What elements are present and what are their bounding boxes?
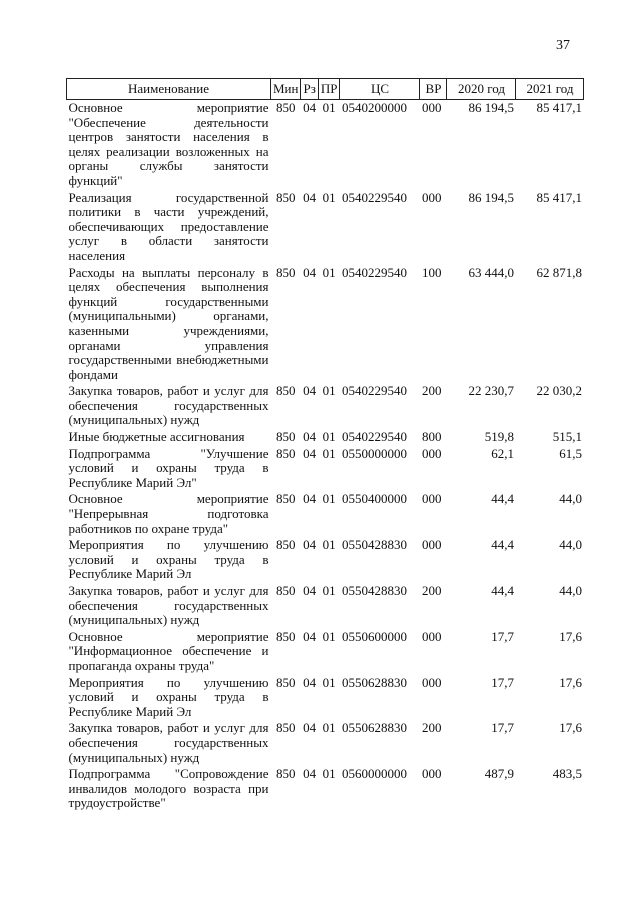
cell-pr: 01: [322, 429, 336, 445]
cell-y2020: 44,4: [491, 583, 514, 598]
header-rz: Рз: [301, 79, 318, 100]
cell-pr: 01: [322, 537, 336, 553]
cell-pr: 01: [322, 583, 336, 598]
cell-min: 850: [275, 100, 296, 115]
cell-name: Иные бюджетные ассигнования: [68, 429, 245, 445]
cell-rz: 04: [303, 189, 317, 205]
cell-y2020: 86 194,5: [468, 100, 514, 115]
cell-y2021: 44,0: [559, 491, 582, 507]
table-row: [67, 629, 584, 675]
cell-y2020: 487,9: [484, 766, 514, 782]
table-row: [67, 583, 584, 629]
cell-rz: 04: [303, 583, 317, 598]
cell-y2021: 17,6: [559, 674, 582, 690]
cell-rz: 04: [303, 491, 317, 507]
cell-cs: 0550628830: [341, 674, 407, 690]
cell-y2021: 44,0: [559, 537, 582, 553]
cell-pr: 01: [322, 264, 336, 280]
table-row: [67, 446, 584, 492]
cell-y2020: 22 230,7: [468, 383, 514, 399]
cell-name: Основное мероприятие "Обеспечение деятельности центров занятости населения в целях реализации возложенных на органы службы занятости функций": [68, 100, 269, 188]
cell-y2020: 44,4: [491, 491, 514, 507]
cell-vr: 000: [421, 766, 442, 782]
cell-vr: 000: [421, 189, 442, 205]
table-row: [67, 491, 584, 537]
page-number: 37: [556, 38, 570, 53]
cell-cs: 0550628830: [341, 720, 407, 736]
cell-name: Мероприятия по улучшению условий и охраны труда в Республике Марий Эл: [68, 674, 269, 719]
cell-y2021: 44,0: [559, 583, 582, 598]
cell-name: Закупка товаров, работ и услуг для обеспечения государственных (муниципальных) нужд: [68, 383, 269, 428]
cell-cs: 0550428830: [341, 537, 407, 553]
cell-min: 850: [275, 674, 296, 690]
cell-cs: 0540229540: [341, 264, 407, 280]
cell-pr: 01: [322, 100, 336, 115]
cell-y2021: 17,6: [559, 628, 582, 644]
cell-vr: 000: [421, 674, 442, 690]
cell-min: 850: [275, 429, 296, 445]
cell-min: 850: [275, 491, 296, 507]
cell-pr: 01: [322, 720, 336, 736]
cell-min: 850: [275, 264, 296, 280]
header-2020: 2020 год: [447, 79, 516, 100]
cell-y2021: 85 417,1: [536, 189, 582, 205]
cell-cs: 0540229540: [341, 189, 407, 205]
cell-rz: 04: [303, 628, 317, 644]
cell-rz: 04: [303, 429, 317, 445]
cell-min: 850: [275, 383, 296, 399]
cell-name: Мероприятия по улучшению условий и охраны труда в Республике Марий Эл: [68, 537, 269, 582]
cell-y2020: 62,1: [491, 445, 514, 461]
table-row: [67, 675, 584, 721]
cell-rz: 04: [303, 766, 317, 782]
cell-y2021: 62 871,8: [536, 264, 582, 280]
table-header-row: [67, 79, 584, 100]
cell-vr: 000: [421, 491, 442, 507]
cell-min: 850: [275, 766, 296, 782]
header-cs: ЦС: [340, 79, 420, 100]
cell-rz: 04: [303, 383, 317, 399]
cell-y2020: 44,4: [491, 537, 514, 553]
cell-y2020: 17,7: [491, 674, 514, 690]
cell-name: Закупка товаров, работ и услуг для обеспечения государственных (муниципальных) нужд: [68, 720, 269, 765]
cell-y2021: 22 030,2: [536, 383, 582, 399]
cell-pr: 01: [322, 383, 336, 399]
header-vr: ВР: [420, 79, 447, 100]
cell-cs: 0550400000: [341, 491, 407, 507]
header-2021: 2021 год: [516, 79, 584, 100]
cell-cs: 0540229540: [341, 429, 407, 445]
cell-vr: 000: [421, 100, 442, 115]
table-row: [67, 766, 584, 812]
cell-y2020: 17,7: [491, 628, 514, 644]
table-row: [67, 383, 584, 429]
cell-y2021: 61,5: [559, 445, 582, 461]
cell-y2020: 86 194,5: [468, 189, 514, 205]
cell-name: Основное мероприятие "Информационное обеспечение и пропаганда охраны труда": [68, 628, 269, 673]
cell-vr: 000: [421, 445, 442, 461]
cell-cs: 0550000000: [341, 445, 407, 461]
table-row: [67, 720, 584, 766]
cell-min: 850: [275, 628, 296, 644]
cell-y2021: 85 417,1: [536, 100, 582, 115]
cell-rz: 04: [303, 537, 317, 553]
cell-vr: 200: [421, 720, 442, 736]
header-pr: ПР: [318, 79, 340, 100]
table-row: [67, 100, 584, 190]
cell-vr: 200: [421, 583, 442, 598]
cell-rz: 04: [303, 445, 317, 461]
cell-rz: 04: [303, 100, 317, 115]
cell-min: 850: [275, 537, 296, 553]
cell-y2021: 17,6: [559, 720, 582, 736]
header-name: Наименование: [67, 79, 271, 100]
cell-cs: 0550600000: [341, 628, 407, 644]
cell-y2020: 519,8: [484, 429, 514, 445]
cell-cs: 0550428830: [341, 583, 407, 598]
table-row: [67, 190, 584, 265]
cell-vr: 000: [421, 628, 442, 644]
cell-pr: 01: [322, 628, 336, 644]
cell-min: 850: [275, 720, 296, 736]
cell-y2020: 63 444,0: [468, 264, 514, 280]
cell-pr: 01: [322, 491, 336, 507]
header-min: Мин: [271, 79, 301, 100]
cell-y2021: 515,1: [552, 429, 582, 445]
cell-vr: 800: [421, 429, 442, 445]
budget-table: [66, 78, 584, 812]
cell-vr: 200: [421, 383, 442, 399]
cell-rz: 04: [303, 264, 317, 280]
cell-name: Подпрограмма "Сопровождение инвалидов молодого возраста при трудоустройстве": [68, 766, 269, 811]
cell-pr: 01: [322, 674, 336, 690]
cell-rz: 04: [303, 720, 317, 736]
cell-cs: 0540200000: [341, 100, 407, 115]
cell-cs: 0540229540: [341, 383, 407, 399]
cell-rz: 04: [303, 674, 317, 690]
cell-pr: 01: [322, 189, 336, 205]
cell-cs: 0560000000: [341, 766, 407, 782]
cell-vr: 000: [421, 537, 442, 553]
cell-name: Основное мероприятие "Непрерывная подготовка работников по охране труда": [68, 491, 269, 536]
cell-pr: 01: [322, 445, 336, 461]
table-row: [67, 537, 584, 583]
table-row: [67, 429, 584, 446]
cell-min: 850: [275, 189, 296, 205]
cell-min: 850: [275, 583, 296, 598]
cell-vr: 100: [421, 264, 442, 280]
cell-name: Закупка товаров, работ и услуг для обеспечения государственных (муниципальных) нужд: [68, 583, 269, 628]
cell-name: Реализация государственной политики в части учреждений, обеспечивающих предоставление услуг в области занятости населения: [68, 189, 269, 263]
cell-y2020: 17,7: [491, 720, 514, 736]
cell-pr: 01: [322, 766, 336, 782]
cell-name: Расходы на выплаты персоналу в целях обеспечения выполнения функций государственными (муниципальными) органами, казенными учреждениями, органами управления государственными внебюджетными фондами: [68, 264, 269, 382]
table-row: [67, 265, 584, 384]
cell-name: Подпрограмма "Улучшение условий и охраны труда в Республике Марий Эл": [68, 445, 269, 490]
cell-min: 850: [275, 445, 296, 461]
cell-y2021: 483,5: [552, 766, 582, 782]
